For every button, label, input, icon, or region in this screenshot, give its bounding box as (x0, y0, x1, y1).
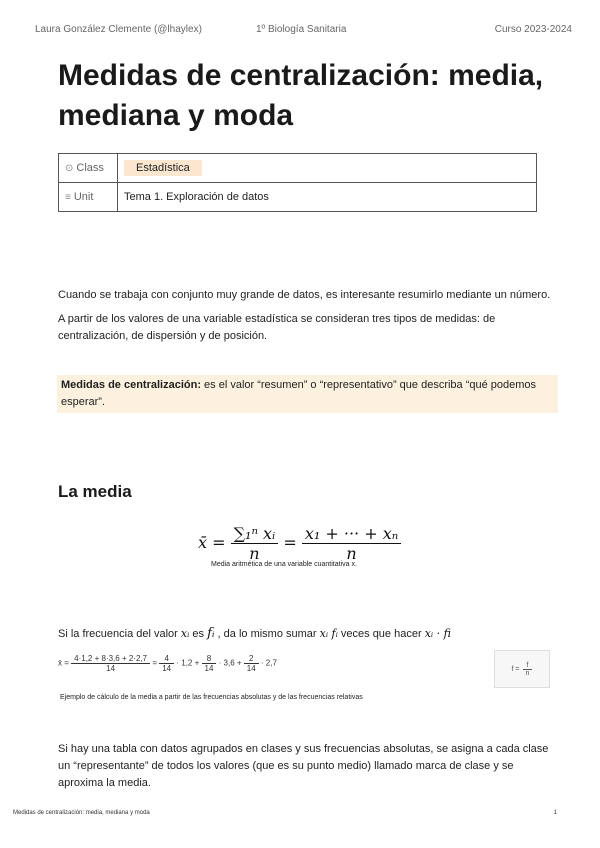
xidotfi-symbol: xᵢ · fi (424, 627, 451, 640)
example-term-3: · 2,7 (260, 658, 277, 668)
section-heading-media: La media (58, 482, 132, 501)
example-main-numerator: 4·1,2 + 8·3,6 + 2·2,7 (74, 654, 148, 663)
fraction-numerator: 2 (249, 654, 254, 663)
fi-symbol: fᵢ (207, 626, 215, 641)
example-lhs: x̄ = (58, 658, 69, 668)
property-key: Class (76, 162, 104, 174)
formula-sum-numerator: ∑₁ⁿ xᵢ (233, 524, 276, 543)
definition-callout (57, 375, 558, 413)
formula-expand-fraction (302, 524, 401, 563)
header-course: 1º Biología Sanitaria (256, 24, 347, 35)
fraction-numerator: f (526, 661, 529, 669)
property-key-cell (59, 183, 118, 212)
example-fraction-3 (244, 654, 259, 673)
property-value-cell (118, 183, 537, 212)
fbox-lhs: f = (511, 665, 520, 673)
mean-formula (198, 524, 401, 563)
callout-text: es el valor “resumen” o “representativo” que describa “qué podemos esperar”. (61, 379, 537, 408)
footer-page-number: 1 (553, 810, 557, 816)
example-calculation (58, 654, 277, 673)
example-caption: Ejemplo de cálculo de la media a partir de las frecuencias absolutas y de las frecuencias relativas (60, 694, 363, 701)
freq-text: , da lo mismo sumar (214, 628, 320, 640)
fraction-numerator: 4 (164, 654, 169, 663)
header-author: Laura González Clemente (@lhaylex) (35, 24, 202, 35)
footer-doc-title: Medidas de centralización: media, mediana y moda (13, 810, 150, 816)
class-tag[interactable]: Estadística (124, 160, 202, 176)
text-lines-icon: ≡ (65, 192, 71, 203)
formula-denominator: n (231, 543, 279, 563)
fraction-denominator: n (523, 669, 533, 677)
header-year: Curso 2023-2024 (494, 24, 572, 35)
paragraph-types: A partir de los valores de una variable estadística se consideran tres tipos de medidas: de centralización, de dispersión y de posición. (58, 313, 496, 342)
property-key: Unit (73, 191, 94, 203)
paragraph-grouped-data: Si hay una tabla con datos agrupados en clases y sus frecuencias absolutas, se asigna a cada clase un “representante” de todos los valores (que es su punto medio) llamado marca de clase y se aproxima la media. (58, 743, 549, 789)
formula-equals: = (283, 533, 297, 552)
xi-symbol: xᵢ (180, 627, 190, 640)
page-title: Medidas de centralización: media, mediana y moda (58, 59, 544, 132)
callout-term: Medidas de centralización: (61, 379, 201, 391)
relative-frequency-formula (494, 650, 550, 688)
fraction-numerator: 8 (206, 654, 212, 663)
paragraph-intro: Cuando se trabaja con conjunto muy grande de datos, es interesante resumirlo mediante un número. (58, 289, 551, 301)
example-equals: = (152, 658, 157, 668)
property-value-cell (118, 154, 537, 183)
property-row-unit (59, 183, 537, 212)
example-term-2: · 3,6 + (218, 658, 242, 668)
fraction-denominator: 14 (244, 663, 259, 673)
formula-expand-numerator: x₁ + ··· + xₙ (304, 524, 399, 543)
example-main-denominator: 14 (71, 663, 150, 673)
example-term-1: · 1,2 + (176, 658, 200, 668)
freq-text: es (189, 628, 208, 640)
fraction-denominator: 14 (202, 663, 217, 673)
formula-lhs: x̄ = (198, 533, 226, 552)
xifi-symbol: xᵢ fᵢ (319, 627, 338, 640)
example-fraction-2 (202, 654, 217, 673)
freq-text: Si la frecuencia del valor (58, 628, 181, 640)
fbox-fraction (523, 662, 533, 677)
freq-text: veces que hacer (337, 628, 425, 640)
formula-sum-fraction (231, 524, 279, 563)
example-main-fraction (71, 654, 150, 673)
paragraph-frequency (58, 625, 558, 643)
property-key-cell (59, 154, 118, 183)
unit-value: Tema 1. Exploración de datos (124, 191, 269, 203)
formula-denominator: n (302, 543, 401, 563)
fraction-denominator: 14 (159, 663, 174, 673)
target-icon: ⊙ (65, 163, 74, 174)
example-fraction-1 (159, 654, 174, 673)
properties-table (58, 153, 537, 212)
formula-caption: Media aritmética de una variable cuantitativa x. (211, 561, 357, 568)
property-row-class (59, 154, 537, 183)
